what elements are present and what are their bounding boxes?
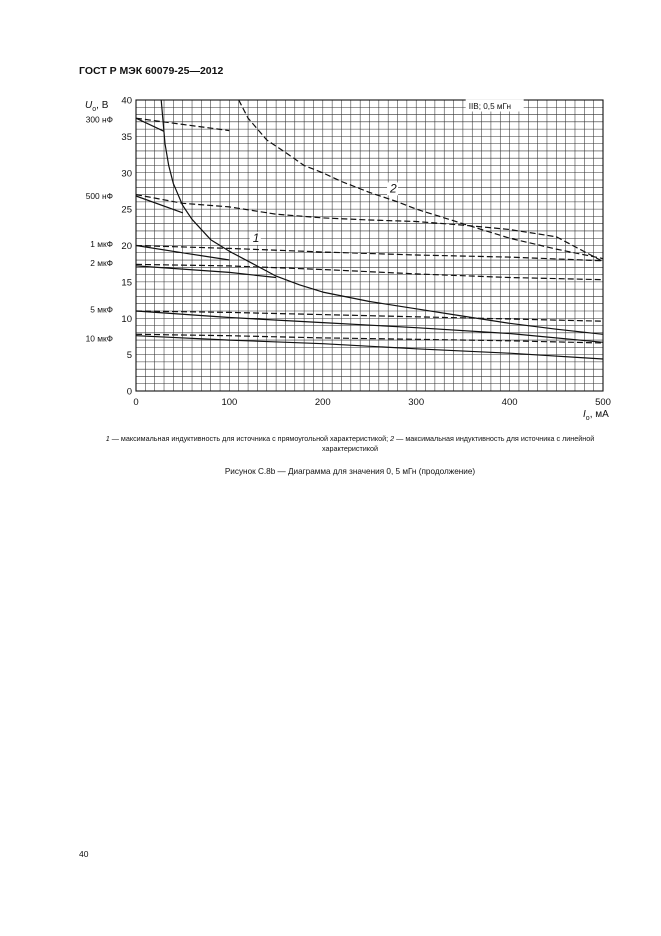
legend-note [95, 434, 605, 454]
x-tick-label: 400 [501, 397, 518, 408]
y-tick-label: 10 [121, 313, 132, 325]
capacitance-label: 5 мкФ [90, 304, 113, 315]
capacitance-label: 500 нФ [85, 191, 113, 202]
y-tick-label: 35 [121, 131, 132, 143]
box-label: IIB; 0,5 мГн [468, 102, 512, 112]
x-tick-label: 500 [595, 397, 611, 408]
x-tick-label: 200 [314, 397, 331, 408]
x-tick-label: 100 [221, 397, 238, 408]
y-tick-label: 5 [126, 350, 132, 362]
chart-grid [136, 100, 603, 391]
y-axis-label: $U_o$, В [85, 100, 109, 113]
figure-caption: Рисунок С.8b — Диаграмма для значения 0, 5 мГн (продолжение) [224, 467, 476, 476]
y-tick-label: 40 [121, 95, 132, 107]
y-tick-label: 20 [121, 241, 132, 252]
page-number: 40 [79, 849, 89, 859]
curve-label: 2 [390, 181, 397, 196]
legend-note-text-1: — максимальная индуктивность для источника с прямоугольной характеристикой; [109, 434, 391, 443]
y-tick-label: 15 [121, 277, 132, 289]
capacitance-label: 1 мкФ [90, 239, 113, 250]
legend-note-number-1: 1 [105, 434, 110, 443]
y-tick-label: 25 [121, 204, 132, 216]
capacitance-label: 10 мкФ [85, 333, 113, 344]
series-line-2-dashed [239, 100, 603, 259]
x-tick-label: 300 [408, 397, 425, 408]
inductance-chart [0, 0, 661, 430]
capacitance-label: 300 нФ [85, 114, 113, 125]
document-header: ГОСТ Р МЭК 60079-25—2012 [79, 65, 224, 77]
curve-label: 1 [252, 230, 260, 245]
x-tick-label: 0 [133, 397, 139, 408]
series-line-9-solid [136, 266, 276, 278]
x-axis-label: $I_o$, мА [583, 409, 609, 422]
y-tick-label: 30 [121, 168, 132, 180]
capacitance-label: 2 мкФ [90, 257, 113, 268]
legend-note-number-2: 2 [390, 434, 395, 443]
y-tick-label: 0 [126, 386, 132, 398]
series-line-1-solid [161, 100, 603, 334]
legend-note-text-2: — максимальная индуктивность для источника с линейной характеристикой [321, 434, 595, 453]
